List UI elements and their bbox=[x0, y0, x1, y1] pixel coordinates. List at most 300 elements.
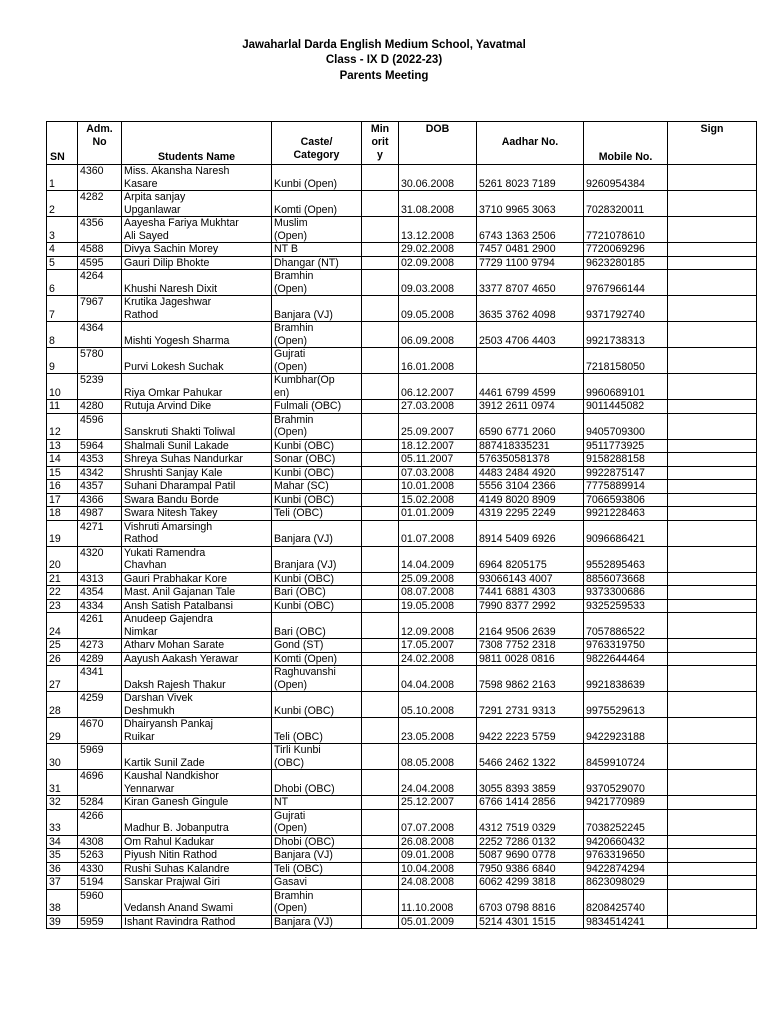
sn-value: 11 bbox=[49, 400, 60, 412]
sn-value: 15 bbox=[49, 466, 61, 479]
cell-adm-no bbox=[78, 692, 122, 718]
cell-caste bbox=[272, 809, 362, 835]
school-title: Jawaharlal Darda English Medium School, Yavatmal bbox=[242, 39, 526, 51]
caste-line: (Open) bbox=[274, 282, 307, 295]
sn-value: 12 bbox=[49, 426, 61, 438]
cell-aadhar bbox=[477, 165, 584, 191]
sn-value: 20 bbox=[49, 559, 61, 571]
mobile-value: 9552895463 bbox=[586, 559, 645, 571]
cell-student-name bbox=[122, 809, 272, 835]
cell-caste bbox=[272, 796, 362, 810]
caste-line: Bramhin bbox=[274, 322, 314, 334]
cell-minority bbox=[362, 546, 399, 572]
cell-sn bbox=[47, 493, 78, 507]
cell-minority bbox=[362, 413, 399, 439]
cell-sign bbox=[668, 639, 757, 653]
aadhar-value: 7308 7752 2318 bbox=[479, 639, 556, 651]
adm-value: 5284 bbox=[80, 796, 104, 808]
cell-adm-no bbox=[78, 718, 122, 744]
name-line: Khushi Naresh Dixit bbox=[124, 282, 218, 295]
adm-value: 4357 bbox=[80, 480, 104, 492]
header-aadhar: Aadhar No. bbox=[477, 122, 584, 165]
cell-adm-no bbox=[78, 572, 122, 586]
cell-mobile bbox=[584, 348, 668, 374]
mobile-value: 9420660432 bbox=[586, 835, 645, 848]
name-line: Deshmukh bbox=[124, 704, 175, 717]
cell-aadhar bbox=[477, 639, 584, 653]
cell-student-name bbox=[122, 692, 272, 718]
sn-value: 10 bbox=[49, 386, 61, 399]
cell-adm-no bbox=[78, 744, 122, 770]
cell-dob bbox=[399, 613, 477, 639]
cell-minority bbox=[362, 439, 399, 453]
cell-minority bbox=[362, 744, 399, 770]
aadhar-value: 4483 2484 4920 bbox=[479, 466, 556, 479]
name-line: Anudeep Gajendra bbox=[124, 613, 213, 625]
dob-value: 24.02.2008 bbox=[401, 652, 455, 665]
cell-mobile bbox=[584, 849, 668, 863]
cell-student-name bbox=[122, 666, 272, 692]
mobile-value: 9405709300 bbox=[586, 426, 645, 438]
dob-value: 01.01.2009 bbox=[401, 507, 455, 519]
cell-mobile bbox=[584, 586, 668, 600]
cell-minority bbox=[362, 256, 399, 270]
table-row bbox=[47, 439, 757, 453]
mobile-value: 7775889914 bbox=[586, 480, 645, 492]
caste-line: Teli (OBC) bbox=[274, 730, 323, 743]
caste-line: Raghuvanshi bbox=[274, 666, 336, 678]
cell-mobile bbox=[584, 546, 668, 572]
cell-minority bbox=[362, 652, 399, 666]
sn-value: 14 bbox=[49, 453, 61, 465]
adm-value: 4354 bbox=[80, 586, 104, 598]
dob-value: 17.05.2007 bbox=[401, 639, 455, 651]
table-row bbox=[47, 849, 757, 863]
dob-value: 23.05.2008 bbox=[401, 730, 455, 743]
name-line: Swara Bandu Borde bbox=[124, 493, 219, 506]
cell-sign bbox=[668, 520, 757, 546]
caste-line: Fulmali (OBC) bbox=[274, 400, 342, 412]
caste-line: Branjara (VJ) bbox=[274, 559, 337, 571]
dob-value: 16.01.2008 bbox=[401, 360, 455, 373]
cell-dob bbox=[399, 165, 477, 191]
adm-value: 4280 bbox=[80, 400, 104, 412]
dob-value: 09.01.2008 bbox=[401, 849, 455, 861]
cell-dob bbox=[399, 572, 477, 586]
cell-adm-no bbox=[78, 507, 122, 521]
cell-dob bbox=[399, 296, 477, 322]
cell-adm-no bbox=[78, 770, 122, 796]
cell-student-name bbox=[122, 915, 272, 929]
caste-line: Gujrati bbox=[274, 809, 306, 822]
cell-mobile bbox=[584, 439, 668, 453]
cell-caste bbox=[272, 666, 362, 692]
sn-value: 28 bbox=[49, 704, 61, 717]
cell-minority bbox=[362, 191, 399, 217]
name-line: Gauri Dilip Bhokte bbox=[124, 256, 210, 269]
dob-value: 10.01.2008 bbox=[401, 480, 455, 492]
caste-line: NT B bbox=[274, 243, 298, 255]
mobile-value: 9763319750 bbox=[586, 639, 645, 651]
dob-value: 02.09.2008 bbox=[401, 256, 455, 269]
aadhar-value: 7457 0481 2900 bbox=[479, 243, 556, 255]
mobile-value: 9921838639 bbox=[586, 678, 645, 691]
cell-minority bbox=[362, 493, 399, 507]
adm-value: 4596 bbox=[80, 413, 104, 426]
adm-value: 5194 bbox=[80, 876, 104, 888]
cell-sign bbox=[668, 243, 757, 257]
cell-dob bbox=[399, 849, 477, 863]
cell-sn bbox=[47, 862, 78, 876]
cell-caste bbox=[272, 520, 362, 546]
adm-value: 7967 bbox=[80, 296, 104, 308]
name-line: Arpita sanjay bbox=[124, 191, 186, 203]
name-line: Dhairyansh Pankaj bbox=[124, 718, 213, 730]
name-line: Purvi Lokesh Suchak bbox=[124, 360, 224, 373]
cell-mobile bbox=[584, 374, 668, 400]
cell-sn bbox=[47, 876, 78, 890]
caste-line: Teli (OBC) bbox=[274, 862, 323, 875]
aadhar-value: 7598 9862 2163 bbox=[479, 678, 556, 691]
name-line: Kaushal Nandkishor bbox=[124, 770, 219, 782]
cell-caste bbox=[272, 572, 362, 586]
cell-dob bbox=[399, 270, 477, 296]
cell-sn bbox=[47, 599, 78, 613]
name-line: Gauri Prabhakar Kore bbox=[124, 572, 228, 585]
cell-sign bbox=[668, 692, 757, 718]
cell-dob bbox=[399, 413, 477, 439]
adm-value: 4282 bbox=[80, 191, 104, 203]
cell-caste bbox=[272, 296, 362, 322]
cell-sign bbox=[668, 572, 757, 586]
sn-value: 35 bbox=[49, 849, 61, 861]
cell-sn bbox=[47, 652, 78, 666]
cell-student-name bbox=[122, 613, 272, 639]
cell-aadhar bbox=[477, 889, 584, 915]
cell-minority bbox=[362, 915, 399, 929]
caste-line: Kunbi (Open) bbox=[274, 177, 338, 190]
adm-value: 4334 bbox=[80, 599, 104, 612]
sn-value: 31 bbox=[49, 782, 61, 795]
dob-value: 26.08.2008 bbox=[401, 835, 455, 848]
mobile-value: 9960689101 bbox=[586, 386, 645, 399]
mobile-value: 7218158050 bbox=[586, 360, 645, 373]
name-line: Yennarwar bbox=[124, 782, 175, 795]
cell-mobile bbox=[584, 520, 668, 546]
mobile-value: 7721078610 bbox=[586, 229, 645, 242]
cell-minority bbox=[362, 507, 399, 521]
cell-dob bbox=[399, 374, 477, 400]
cell-mobile bbox=[584, 217, 668, 243]
cell-caste bbox=[272, 586, 362, 600]
aadhar-value: 8914 5409 6926 bbox=[479, 533, 556, 545]
cell-sign bbox=[668, 374, 757, 400]
cell-sign bbox=[668, 915, 757, 929]
adm-value: 4595 bbox=[80, 256, 104, 269]
table-row bbox=[47, 270, 757, 296]
cell-adm-no bbox=[78, 809, 122, 835]
cell-student-name bbox=[122, 165, 272, 191]
cell-minority bbox=[362, 270, 399, 296]
dob-value: 18.12.2007 bbox=[401, 439, 455, 452]
cell-sign bbox=[668, 322, 757, 348]
adm-value: 4261 bbox=[80, 613, 104, 625]
aadhar-value: 2164 9506 2639 bbox=[479, 625, 556, 638]
mobile-value: 9822644464 bbox=[586, 652, 645, 665]
cell-student-name bbox=[122, 322, 272, 348]
cell-adm-no bbox=[78, 586, 122, 600]
caste-line: Gond (ST) bbox=[274, 639, 324, 651]
cell-mobile bbox=[584, 165, 668, 191]
cell-student-name bbox=[122, 507, 272, 521]
cell-minority bbox=[362, 348, 399, 374]
cell-mobile bbox=[584, 480, 668, 494]
cell-mobile bbox=[584, 613, 668, 639]
cell-aadhar bbox=[477, 915, 584, 929]
adm-value: 4273 bbox=[80, 639, 104, 651]
cell-caste bbox=[272, 546, 362, 572]
table-row bbox=[47, 796, 757, 810]
name-line: Kartik Sunil Zade bbox=[124, 756, 205, 769]
name-line: Ali Sayed bbox=[124, 229, 169, 242]
cell-aadhar bbox=[477, 666, 584, 692]
cell-caste bbox=[272, 374, 362, 400]
mobile-value: 9921738313 bbox=[586, 334, 645, 347]
dob-value: 29.02.2008 bbox=[401, 243, 455, 255]
cell-sign bbox=[668, 439, 757, 453]
cell-minority bbox=[362, 374, 399, 400]
cell-adm-no bbox=[78, 493, 122, 507]
cell-mobile bbox=[584, 466, 668, 480]
cell-sn bbox=[47, 374, 78, 400]
aadhar-value: 6766 1414 2856 bbox=[479, 796, 556, 808]
cell-student-name bbox=[122, 453, 272, 467]
cell-mobile bbox=[584, 400, 668, 414]
caste-line: Dhangar (NT) bbox=[274, 256, 339, 269]
caste-line: Kunbi (OBC) bbox=[274, 704, 335, 717]
table-row bbox=[47, 809, 757, 835]
cell-student-name bbox=[122, 835, 272, 849]
cell-adm-no bbox=[78, 849, 122, 863]
cell-adm-no bbox=[78, 613, 122, 639]
caste-line: Banjara (VJ) bbox=[274, 533, 333, 545]
table-row bbox=[47, 165, 757, 191]
dob-value: 19.05.2008 bbox=[401, 599, 455, 612]
meeting-title: Parents Meeting bbox=[339, 70, 429, 82]
cell-aadhar bbox=[477, 374, 584, 400]
cell-dob bbox=[399, 915, 477, 929]
table-row bbox=[47, 546, 757, 572]
mobile-value: 9767966144 bbox=[586, 282, 645, 295]
mobile-value: 9260954384 bbox=[586, 177, 645, 190]
cell-dob bbox=[399, 243, 477, 257]
caste-line: Brahmin bbox=[274, 413, 314, 426]
cell-aadhar bbox=[477, 453, 584, 467]
cell-sign bbox=[668, 666, 757, 692]
cell-student-name bbox=[122, 744, 272, 770]
dob-value: 25.09.2008 bbox=[401, 572, 455, 585]
mobile-value: 9834514241 bbox=[586, 915, 645, 928]
mobile-value: 9370529070 bbox=[586, 782, 645, 795]
caste-line: Muslim bbox=[274, 217, 308, 229]
cell-sign bbox=[668, 849, 757, 863]
cell-caste bbox=[272, 889, 362, 915]
adm-value: 5960 bbox=[80, 889, 104, 902]
cell-sign bbox=[668, 770, 757, 796]
cell-sn bbox=[47, 165, 78, 191]
cell-adm-no bbox=[78, 348, 122, 374]
caste-line: Dhobi (OBC) bbox=[274, 835, 335, 848]
cell-sign bbox=[668, 862, 757, 876]
table-row bbox=[47, 862, 757, 876]
cell-sn bbox=[47, 770, 78, 796]
cell-aadhar bbox=[477, 256, 584, 270]
aadhar-value: 576350581378 bbox=[479, 453, 550, 465]
cell-mobile bbox=[584, 835, 668, 849]
mobile-value: 9422874294 bbox=[586, 862, 645, 875]
name-line: Aayush Aakash Yerawar bbox=[124, 652, 239, 665]
cell-caste bbox=[272, 191, 362, 217]
dob-value: 30.06.2008 bbox=[401, 177, 455, 190]
dob-value: 08.05.2008 bbox=[401, 756, 455, 769]
cell-student-name bbox=[122, 348, 272, 374]
cell-student-name bbox=[122, 243, 272, 257]
cell-sign bbox=[668, 507, 757, 521]
caste-line: (Open) bbox=[274, 678, 307, 691]
cell-sign bbox=[668, 270, 757, 296]
cell-aadhar bbox=[477, 572, 584, 586]
cell-sn bbox=[47, 809, 78, 835]
cell-sign bbox=[668, 191, 757, 217]
cell-minority bbox=[362, 809, 399, 835]
aadhar-value: 9811 0028 0816 bbox=[479, 652, 555, 665]
cell-adm-no bbox=[78, 165, 122, 191]
aadhar-value: 4149 8020 8909 bbox=[479, 493, 556, 506]
cell-sn bbox=[47, 322, 78, 348]
cell-dob bbox=[399, 666, 477, 692]
mobile-value: 8459910724 bbox=[586, 756, 645, 769]
caste-line: en) bbox=[274, 386, 290, 399]
name-line: Shalmali Sunil Lakade bbox=[124, 439, 229, 452]
cell-sn bbox=[47, 243, 78, 257]
table-row bbox=[47, 493, 757, 507]
cell-dob bbox=[399, 639, 477, 653]
cell-sign bbox=[668, 744, 757, 770]
caste-line: Kunbi (OBC) bbox=[274, 466, 335, 479]
cell-student-name bbox=[122, 296, 272, 322]
name-line: Sanskar Prajwal Giri bbox=[124, 876, 220, 888]
mobile-value: 9158288158 bbox=[586, 453, 645, 465]
caste-line: Tirli Kunbi bbox=[274, 744, 321, 756]
cell-dob bbox=[399, 439, 477, 453]
name-line: Vishruti Amarsingh bbox=[124, 520, 213, 533]
mobile-value: 9511773925 bbox=[586, 439, 645, 452]
cell-caste bbox=[272, 599, 362, 613]
aadhar-value: 5214 4301 1515 bbox=[479, 915, 556, 928]
caste-line: Kunbi (OBC) bbox=[274, 599, 335, 612]
caste-line: Kunbi (OBC) bbox=[274, 572, 335, 585]
cell-student-name bbox=[122, 466, 272, 480]
sn-value: 26 bbox=[49, 652, 61, 665]
cell-adm-no bbox=[78, 217, 122, 243]
cell-sign bbox=[668, 876, 757, 890]
cell-mobile bbox=[584, 507, 668, 521]
dob-value: 25.09.2007 bbox=[401, 426, 455, 438]
class-title: Class - IX D (2022-23) bbox=[325, 54, 443, 66]
table-row bbox=[47, 507, 757, 521]
cell-dob bbox=[399, 217, 477, 243]
cell-sn bbox=[47, 849, 78, 863]
aadhar-value: 2503 4706 4403 bbox=[479, 334, 556, 347]
adm-value: 4364 bbox=[80, 322, 104, 334]
cell-adm-no bbox=[78, 243, 122, 257]
cell-sn bbox=[47, 296, 78, 322]
adm-value: 4987 bbox=[80, 507, 104, 519]
table-row bbox=[47, 400, 757, 414]
name-line: Vedansh Anand Swami bbox=[124, 902, 233, 914]
sn-value: 2 bbox=[49, 203, 55, 216]
cell-adm-no bbox=[78, 652, 122, 666]
table-row bbox=[47, 322, 757, 348]
cell-dob bbox=[399, 453, 477, 467]
cell-sn bbox=[47, 796, 78, 810]
caste-line: (Open) bbox=[274, 822, 307, 834]
cell-adm-no bbox=[78, 666, 122, 692]
name-line: Upganlawar bbox=[124, 203, 181, 216]
table-row bbox=[47, 639, 757, 653]
name-line: Shrushti Sanjay Kale bbox=[124, 466, 223, 479]
caste-line: Kunbi (OBC) bbox=[274, 439, 335, 452]
caste-line: Mahar (SC) bbox=[274, 480, 329, 492]
cell-sn bbox=[47, 639, 78, 653]
cell-sign bbox=[668, 165, 757, 191]
cell-minority bbox=[362, 520, 399, 546]
cell-sn bbox=[47, 889, 78, 915]
cell-aadhar bbox=[477, 493, 584, 507]
cell-student-name bbox=[122, 439, 272, 453]
cell-minority bbox=[362, 599, 399, 613]
cell-aadhar bbox=[477, 692, 584, 718]
sn-value: 22 bbox=[49, 586, 61, 598]
adm-value: 4360 bbox=[80, 165, 104, 177]
cell-sn bbox=[47, 453, 78, 467]
cell-aadhar bbox=[477, 835, 584, 849]
cell-minority bbox=[362, 666, 399, 692]
cell-minority bbox=[362, 243, 399, 257]
cell-sign bbox=[668, 546, 757, 572]
name-line: Yukati Ramendra bbox=[124, 546, 206, 559]
cell-mobile bbox=[584, 770, 668, 796]
mobile-value: 7720069296 bbox=[586, 243, 645, 255]
caste-line: Banjara (VJ) bbox=[274, 849, 333, 861]
cell-dob bbox=[399, 744, 477, 770]
cell-sn bbox=[47, 348, 78, 374]
sn-value: 38 bbox=[49, 902, 61, 914]
cell-sn bbox=[47, 835, 78, 849]
cell-caste bbox=[272, 862, 362, 876]
cell-dob bbox=[399, 770, 477, 796]
header-adm-no: Adm. No bbox=[78, 122, 122, 165]
cell-sn bbox=[47, 507, 78, 521]
caste-line: (Open) bbox=[274, 360, 307, 373]
cell-minority bbox=[362, 796, 399, 810]
table-row bbox=[47, 453, 757, 467]
cell-dob bbox=[399, 796, 477, 810]
adm-value: 5263 bbox=[80, 849, 104, 861]
cell-adm-no bbox=[78, 889, 122, 915]
cell-student-name bbox=[122, 520, 272, 546]
cell-dob bbox=[399, 586, 477, 600]
